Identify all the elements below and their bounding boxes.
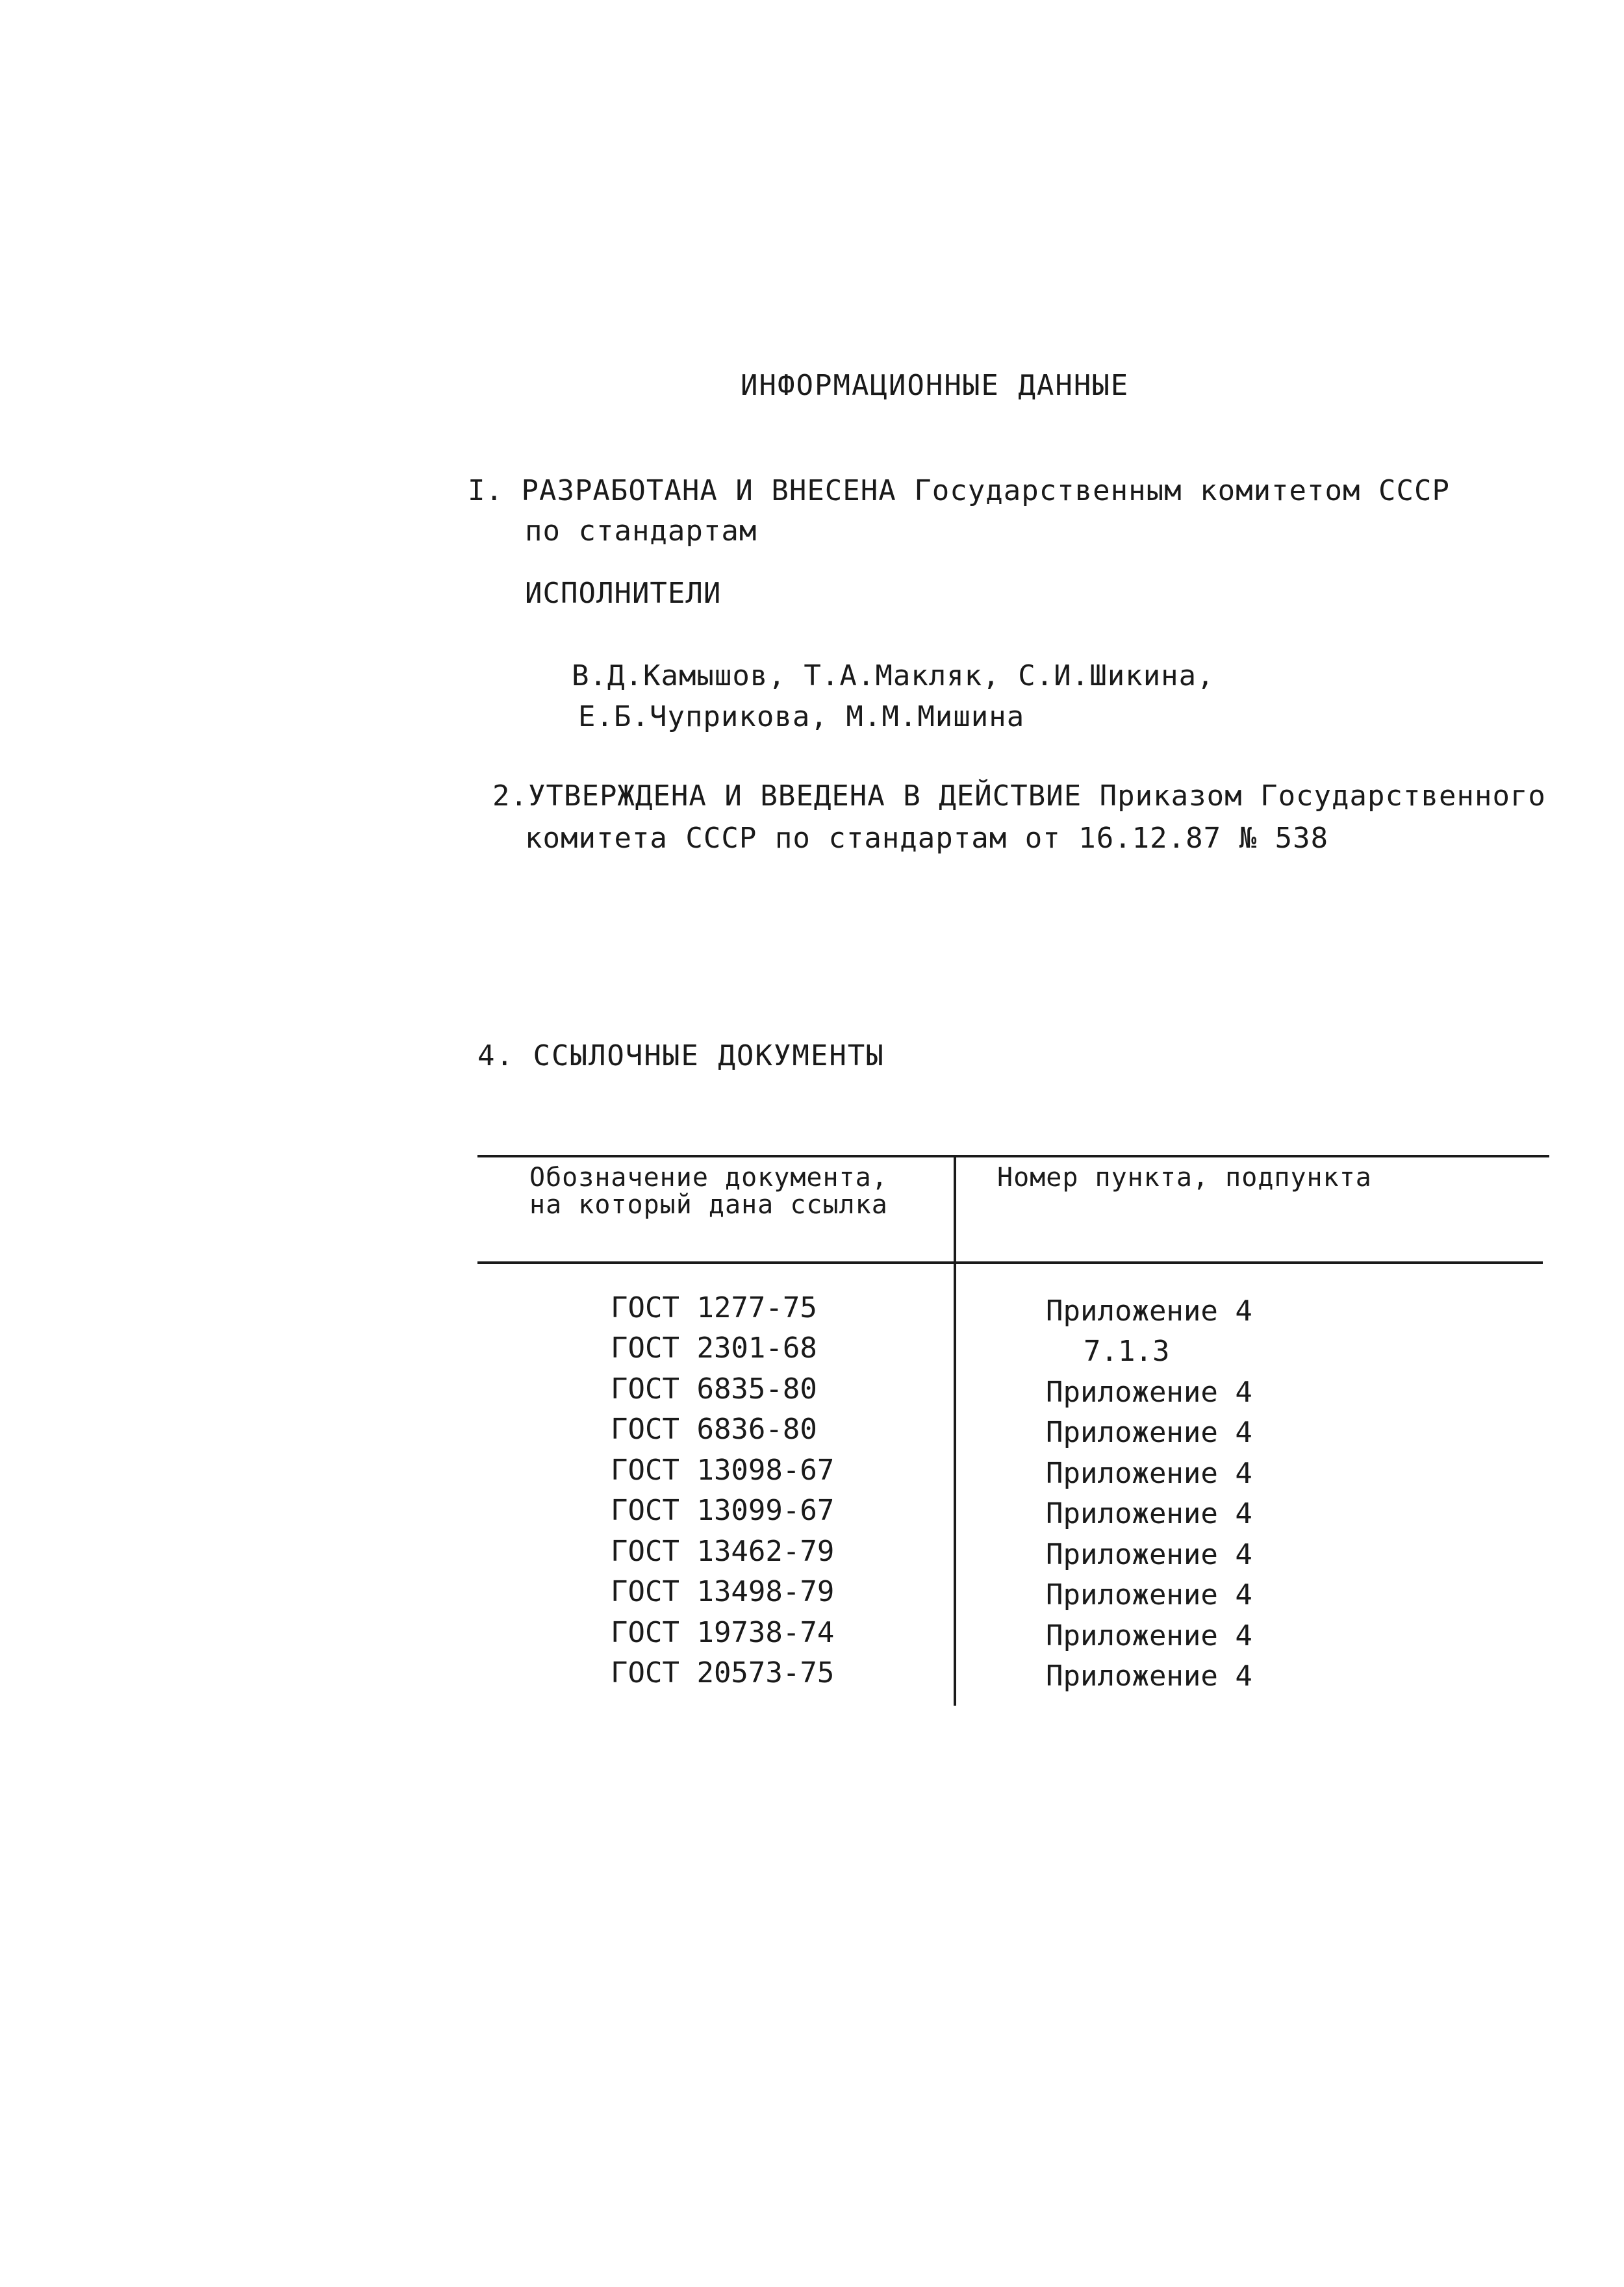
- table-column-divider: [954, 1155, 956, 1265]
- table-header-border: [477, 1261, 1543, 1264]
- section2-line1: 2.УТВЕРЖДЕНА И ВВЕДЕНА В ДЕЙСТВИЕ Приказом Государственного: [492, 779, 1546, 813]
- section1-line1: I. РАЗРАБОТАНА И ВНЕСЕНА Государственным комитетом СССР: [468, 474, 1450, 507]
- table-row-ref: Приложение 4: [1046, 1376, 1252, 1409]
- table-row-doc: ГОСТ 13462-79: [611, 1535, 835, 1568]
- table-row-doc: ГОСТ 13099-67: [611, 1494, 835, 1527]
- table-row-doc: ГОСТ 20573-75: [611, 1656, 835, 1689]
- table-column-divider-lower: [954, 1264, 956, 1706]
- executors-names-line2: Е.Б.Чуприкова, М.М.Мишина: [578, 700, 1025, 733]
- table-header-col2: Номер пункта, подпункта: [997, 1163, 1372, 1193]
- table-top-border: [477, 1155, 1549, 1157]
- table-row-ref: Приложение 4: [1046, 1538, 1252, 1571]
- executors-names-line1: В.Д.Камышов, Т.А.Макляк, С.И.Шикина,: [572, 659, 1215, 692]
- table-row-ref: Приложение 4: [1046, 1578, 1252, 1611]
- page-title: ИНФОРМАЦИОННЫЕ ДАННЫЕ: [741, 369, 1130, 402]
- table-row-doc: ГОСТ 13498-79: [611, 1575, 835, 1608]
- section1-line2: по стандартам: [525, 514, 757, 548]
- table-row-doc: ГОСТ 6836-80: [611, 1413, 817, 1446]
- table-row-doc: ГОСТ 1277-75: [611, 1291, 817, 1324]
- table-row-ref: Приложение 4: [1046, 1416, 1252, 1449]
- table-header-col1-line2: на который дана ссылка: [529, 1190, 888, 1220]
- table-row-doc: ГОСТ 6835-80: [611, 1372, 817, 1406]
- table-row-ref: Приложение 4: [1046, 1457, 1252, 1490]
- table-row-doc: ГОСТ 13098-67: [611, 1454, 835, 1487]
- table-row-ref: 7.1.3: [1084, 1335, 1170, 1368]
- table-row-ref: Приложение 4: [1046, 1497, 1252, 1530]
- executors-label: ИСПОЛНИТЕЛИ: [525, 577, 722, 610]
- table-row-ref: Приложение 4: [1046, 1295, 1252, 1328]
- table-row-ref: Приложение 4: [1046, 1660, 1252, 1693]
- table-row-ref: Приложение 4: [1046, 1619, 1252, 1652]
- table-header-col1-line1: Обозначение документа,: [529, 1163, 888, 1193]
- table-row-doc: ГОСТ 19738-74: [611, 1616, 835, 1649]
- section2-line2: комитета СССР по стандартам от 16.12.87 № 538: [525, 822, 1329, 855]
- table-row-doc: ГОСТ 2301-68: [611, 1332, 817, 1365]
- section4-heading: 4. ССЫЛОЧНЫЕ ДОКУМЕНТЫ: [477, 1039, 885, 1072]
